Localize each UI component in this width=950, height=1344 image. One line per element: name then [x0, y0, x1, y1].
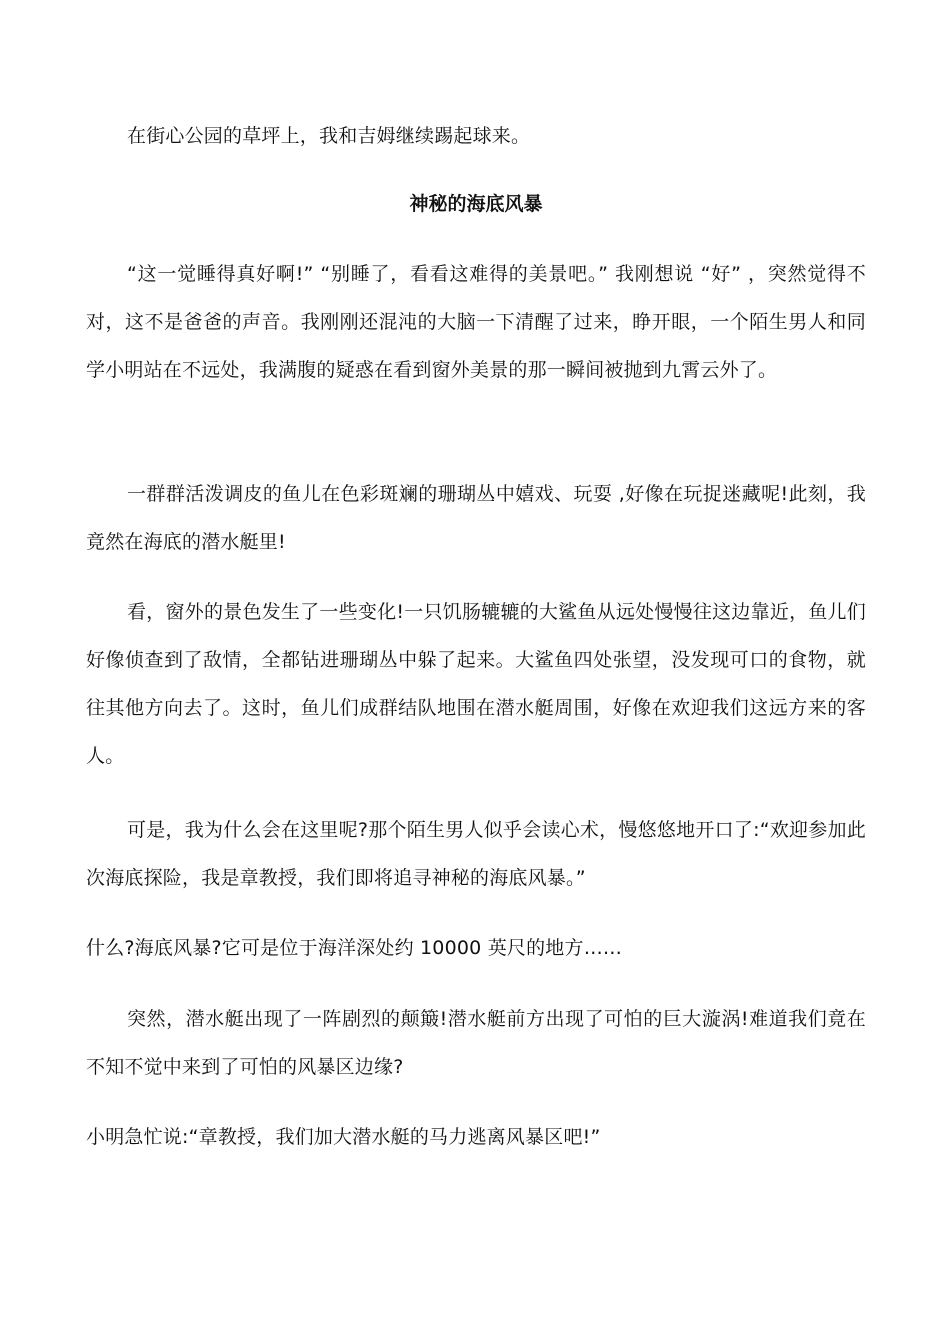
- paragraph-turbulence: 突然，潜水艇出现了一阵剧烈的颠簸!潜水艇前方出现了可怕的巨大漩涡!难道我们竟在不知不觉中来到了可怕的风暴区边缘?: [86, 1008, 866, 1078]
- story-title: 神秘的海底风暴: [409, 193, 543, 215]
- paragraph-storm-question: 什么?海底风暴?它可是位于海洋深处约 10000 英尺的地方……: [86, 937, 623, 959]
- paragraph-professor: 可是，我为什么会在这里呢?那个陌生男人似乎会读心术，慢悠悠地开口了:“欢迎参加此次海底探险，我是章教授，我们即将追寻神秘的海底风暴。”: [86, 819, 866, 889]
- paragraph-intro: 在街心公园的草坪上，我和吉姆继续踢起球来。: [127, 125, 531, 147]
- paragraph-awakening: “这一觉睡得真好啊!” “别睡了，看看这难得的美景吧。” 我刚想说 “好” ，突然觉得不对，这不是爸爸的声音。我刚刚还混沌的大脑一下清醒了过来，睁开眼，一个陌生男人和同学小明站在不远处，我满腹的疑惑在看到窗外美景的那一瞬间被抛到九霄云外了。: [86, 263, 866, 381]
- paragraph-xiaoming: 小明急忙说:“章教授，我们加大潜水艇的马力逃离风暴区吧!”: [86, 1126, 601, 1148]
- paragraph-fish: 一群群活泼调皮的鱼儿在色彩斑斓的珊瑚丛中嬉戏、玩耍 ,好像在玩捉迷藏呢!此刻，我竟然在海底的潜水艇里!: [86, 483, 866, 553]
- paragraph-shark: 看，窗外的景色发生了一些变化!一只饥肠辘辘的大鲨鱼从远处慢慢往这边靠近，鱼儿们好像侦查到了敌情，全都钻进珊瑚丛中躲了起来。大鲨鱼四处张望，没发现可口的食物，就往其他方向去了。这时，鱼儿们成群结队地围在潜水艇周围，好像在欢迎我们这远方来的客人。: [86, 601, 866, 767]
